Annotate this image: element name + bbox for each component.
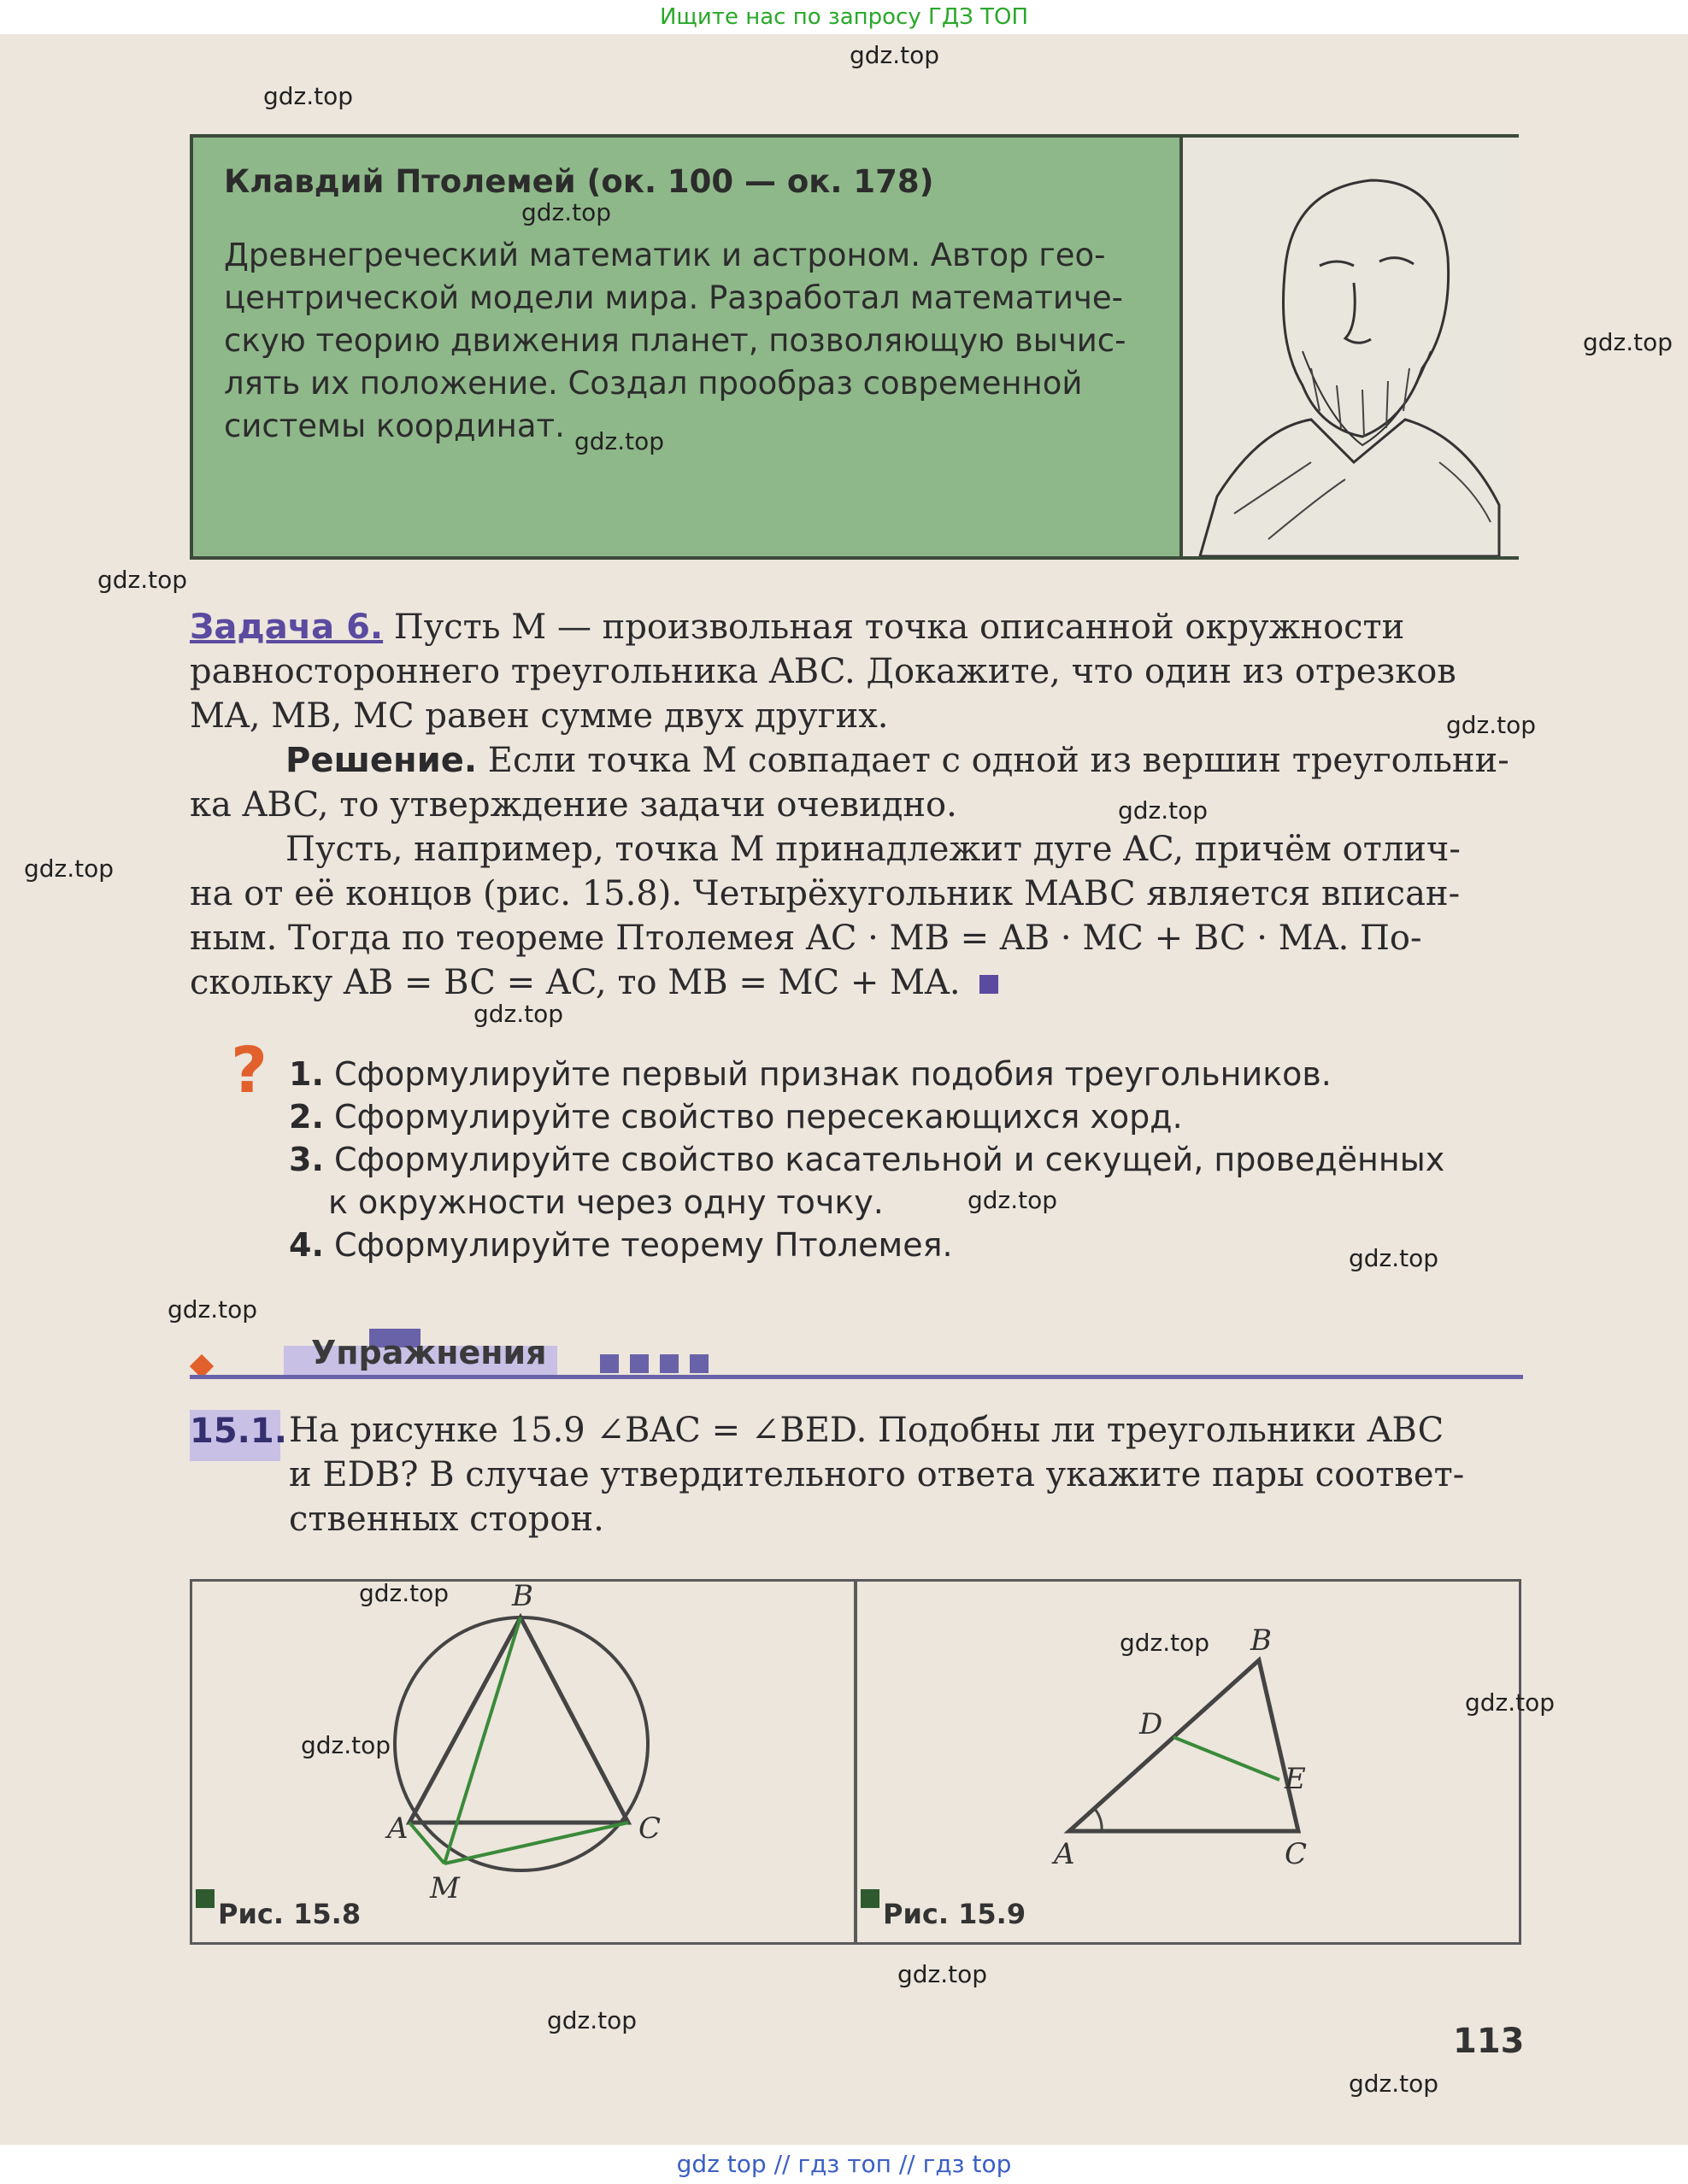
biography-body (224, 234, 1190, 448)
figure-caption: Рис. 15.9 (883, 1898, 1026, 1930)
question-number: 4. (289, 1226, 324, 1264)
solution-line (190, 738, 1523, 783)
header-decoration (630, 1354, 649, 1373)
exercises-header (190, 1329, 1523, 1377)
header-rule (190, 1375, 1523, 1379)
watermark[interactable]: gdz.top (168, 1295, 258, 1324)
watermark[interactable]: gdz.top (1583, 328, 1673, 356)
solution-line (190, 960, 1523, 1005)
point-label: A (1054, 1837, 1075, 1871)
watermark[interactable]: gdz.top (1120, 1629, 1210, 1657)
exercise-line: На рисунке 15.9 ∠BAC = ∠BED. Подобны ли треугольники ABC (289, 1411, 1444, 1450)
biography-line: лять их положение. Создал прообраз современной (224, 365, 1083, 402)
point-label: M (430, 1871, 460, 1905)
portrait-drawing (1183, 138, 1516, 556)
task-section (190, 605, 1523, 1005)
point-label: B (512, 1582, 533, 1613)
exercise-line: и EDB? В случае утвердительного ответа укажите пары соответ- (289, 1455, 1465, 1494)
ptolemy-portrait (1179, 138, 1519, 556)
watermark[interactable]: gdz.top (547, 2006, 638, 2034)
header-decoration (690, 1354, 709, 1373)
biography-line: Древнегреческий математик и астроном. Автор гео- (224, 237, 1106, 273)
exercises-heading: Упражнения (311, 1334, 547, 1371)
biography-line: скую теорию движения планет, позволяющую вычис- (224, 322, 1126, 359)
point-label: E (1285, 1762, 1306, 1796)
solution-label: Решение. (285, 741, 478, 780)
question-number: 1. (289, 1055, 324, 1093)
solution-line: ка ABC, то утверждение задачи очевидно. (190, 785, 957, 825)
page-number: 113 (1453, 2022, 1525, 2061)
question-item (289, 1181, 1520, 1224)
exercise-line: ственных сторон. (289, 1500, 604, 1539)
watermark[interactable]: gdz.top (1465, 1688, 1556, 1717)
biography-title: Клавдий Птолемей (ок. 100 — ок. 178) (224, 163, 934, 200)
inscribed-triangle-diagram (192, 1582, 854, 1942)
exercise-text (289, 1408, 1520, 1541)
task-line: равностороннего треугольника ABC. Докажите, что один из отрезков (190, 652, 1456, 691)
question-item (289, 1138, 1520, 1181)
watermark[interactable]: gdz.top (1446, 711, 1537, 739)
task-line (190, 605, 1523, 649)
question-text: Сформулируйте свойство касательной и секущей, проведённых (333, 1141, 1445, 1178)
point-label: D (1139, 1707, 1163, 1741)
question-number: 2. (289, 1098, 324, 1136)
textbook-page (0, 34, 1688, 2145)
point-label: C (638, 1811, 662, 1846)
header-decoration (660, 1354, 679, 1373)
watermark[interactable]: gdz.top (97, 566, 188, 594)
solution-text: скольку AB = BC = AC, то MB = MC + MA. (190, 963, 961, 1002)
point-label: A (387, 1811, 409, 1846)
biography-box (190, 134, 1519, 560)
task-line: MA, MB, MC равен сумме двух других. (190, 696, 889, 736)
top-banner[interactable]: Ищите нас по запросу ГДЗ ТОП (0, 0, 1688, 34)
question-mark-icon: ? (231, 1034, 268, 1107)
figure-15-8 (190, 1579, 856, 1945)
question-item (289, 1053, 1520, 1095)
header-decoration (600, 1354, 619, 1373)
watermark[interactable]: gdz.top (263, 82, 354, 110)
question-item (289, 1224, 1520, 1266)
watermark[interactable]: gdz.top (1349, 2070, 1439, 2098)
watermark[interactable]: gdz.top (1118, 796, 1209, 825)
watermark[interactable]: gdz.top (897, 1960, 988, 1988)
biography-line: центрической модели мира. Разработал математиче- (224, 279, 1123, 316)
question-item (289, 1095, 1520, 1138)
watermark[interactable]: gdz.top (24, 854, 115, 883)
task-text: Пусть M — произвольная точка описанной окружности (383, 608, 1405, 647)
solution-line: на от её концов (рис. 15.8). Четырёхугольник MABC является вписан- (190, 874, 1461, 913)
question-text: Сформулируйте первый признак подобия треугольников. (333, 1055, 1332, 1093)
bottom-banner[interactable]: gdz top // гдз топ // гдз top (0, 2145, 1688, 2184)
solution-text: Если точка M совпадает с одной из вершин треугольни- (477, 741, 1509, 780)
watermark[interactable]: gdz.top (301, 1731, 391, 1759)
end-of-proof-icon (979, 975, 998, 994)
watermark[interactable]: gdz.top (850, 41, 940, 69)
biography-text (224, 163, 1190, 448)
watermark[interactable]: gdz.top (521, 198, 612, 226)
biography-line: системы координат. (224, 408, 565, 444)
question-text: Сформулируйте теорему Птолемея. (333, 1226, 953, 1264)
watermark[interactable]: gdz.top (574, 427, 665, 455)
question-text: Сформулируйте свойство пересекающихся хорд. (333, 1098, 1183, 1136)
watermark[interactable]: gdz.top (1349, 1244, 1439, 1272)
watermark[interactable]: gdz.top (473, 1000, 564, 1028)
solution-line: ным. Тогда по теореме Птолемея AC · MB = AB · MC + BC · MA. По- (190, 919, 1422, 958)
task-label-link[interactable]: Задача 6. (190, 608, 384, 647)
exercise-number: 15.1. (190, 1412, 287, 1451)
solution-line: Пусть, например, точка M принадлежит дуге AC, причём отлич- (285, 830, 1461, 869)
watermark[interactable]: gdz.top (359, 1579, 450, 1607)
watermark[interactable]: gdz.top (968, 1186, 1058, 1214)
question-text: к окружности через одну точку. (328, 1183, 884, 1221)
question-number: 3. (289, 1141, 324, 1178)
point-label: B (1250, 1623, 1272, 1658)
point-label: C (1285, 1837, 1308, 1871)
figure-caption: Рис. 15.8 (218, 1898, 362, 1930)
